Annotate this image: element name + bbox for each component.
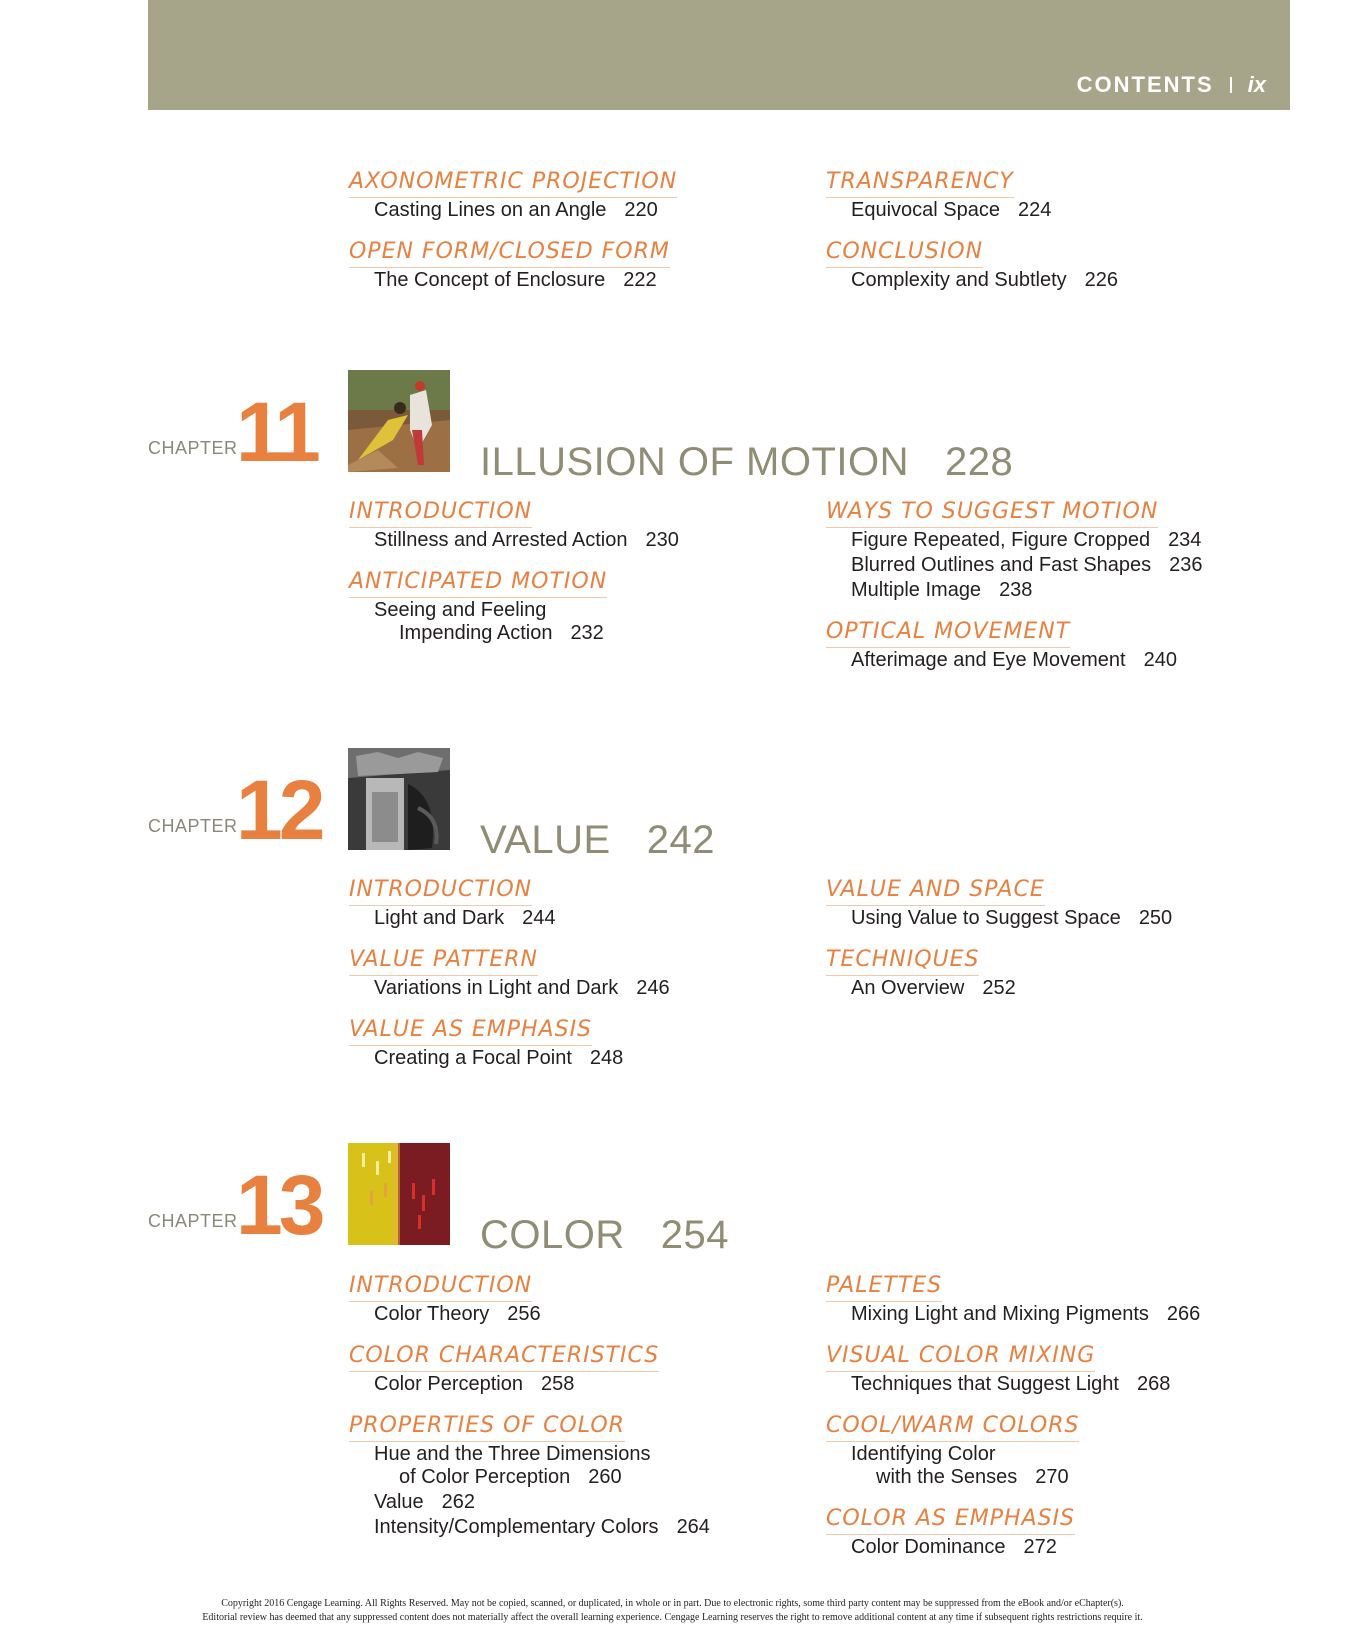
- toc-heading[interactable]: INTRODUCTION: [349, 1272, 532, 1302]
- toc-entry[interactable]: Impending Action 232: [399, 622, 604, 644]
- toc-heading[interactable]: COLOR AS EMPHASIS: [826, 1505, 1075, 1535]
- toc-group: [349, 868, 789, 931]
- chapter-11-header[interactable]: [0, 370, 1345, 484]
- color-study-image: [348, 1143, 450, 1245]
- chapter-label: CHAPTER: [148, 1211, 238, 1231]
- toc-entry[interactable]: Color Theory 256: [374, 1303, 541, 1325]
- chapter-number: 13: [236, 1158, 322, 1252]
- stone-carving-image: [348, 748, 450, 850]
- toc-heading[interactable]: OPTICAL MOVEMENT: [826, 618, 1070, 648]
- toc-column-right: [826, 490, 1266, 673]
- baseball-slide-image: [348, 370, 450, 472]
- toc-heading[interactable]: COLOR CHARACTERISTICS: [349, 1342, 659, 1372]
- toc-entry[interactable]: Variations in Light and Dark 246: [374, 977, 670, 999]
- toc-group: [349, 490, 789, 553]
- copyright-line: Editorial review has deemed that any suppressed content does not materially affect the overall learning experience. Cengage Learning reserves the right to remove additional content at any time if subsequent rights restrictions require it.: [202, 1612, 1143, 1623]
- toc-group: [349, 230, 789, 293]
- toc-column-left: [349, 490, 789, 646]
- toc-group: [826, 1264, 1266, 1327]
- copyright-line: Copyright 2016 Cengage Learning. All Rights Reserved. May not be copied, scanned, or duplicated, in whole or in part. Due to electronic rights, some third party content may be suppressed from the eBook and/or eChapter(s).: [221, 1598, 1124, 1609]
- toc-heading[interactable]: INTRODUCTION: [349, 498, 532, 528]
- toc-entry[interactable]: Value 262: [374, 1491, 476, 1513]
- toc-column-left: [349, 868, 789, 1071]
- toc-entry[interactable]: with the Senses 270: [876, 1466, 1069, 1488]
- toc-group: [349, 1334, 789, 1397]
- toc-entry[interactable]: Intensity/Complementary Colors 264: [374, 1516, 710, 1538]
- chapter-13-thumbnail: [348, 1143, 450, 1245]
- toc-entry[interactable]: The Concept of Enclosure 222: [374, 269, 657, 291]
- toc-heading[interactable]: INTRODUCTION: [349, 876, 532, 906]
- toc-column-right: [826, 1264, 1266, 1560]
- toc-entry[interactable]: Figure Repeated, Figure Cropped 234: [851, 529, 1202, 551]
- toc-entry[interactable]: of Color Perception 260: [399, 1466, 622, 1488]
- toc-heading[interactable]: VALUE AS EMPHASIS: [349, 1016, 592, 1046]
- toc-group: [826, 868, 1266, 931]
- toc-entry[interactable]: Seeing and Feeling: [374, 599, 547, 621]
- toc-group: [349, 160, 789, 223]
- toc-column-right: [826, 160, 1266, 293]
- toc-entry[interactable]: Identifying Color: [851, 1443, 996, 1465]
- header-divider: [1230, 77, 1232, 93]
- toc-group: [826, 938, 1266, 1001]
- toc-entry[interactable]: Color Dominance 272: [851, 1536, 1057, 1558]
- toc-group: [349, 560, 789, 646]
- toc-group: [826, 1497, 1266, 1560]
- chapter-12-thumbnail: [348, 748, 450, 850]
- chapter-11-thumbnail: [348, 370, 450, 472]
- chapter-title: ILLUSION OF MOTION 228: [480, 440, 1014, 484]
- toc-entry[interactable]: Complexity and Subtlety 226: [851, 269, 1119, 291]
- toc-entry[interactable]: Mixing Light and Mixing Pigments 266: [851, 1303, 1201, 1325]
- toc-entry[interactable]: Hue and the Three Dimensions: [374, 1443, 651, 1465]
- toc-heading[interactable]: TRANSPARENCY: [826, 168, 1014, 198]
- toc-column-right: [826, 868, 1266, 1001]
- toc-entry[interactable]: Light and Dark 244: [374, 907, 556, 929]
- toc-entry[interactable]: Equivocal Space 224: [851, 199, 1052, 221]
- toc-heading[interactable]: PALETTES: [826, 1272, 942, 1302]
- contents-header-bar: [148, 0, 1290, 110]
- chapter-label: CHAPTER: [148, 438, 238, 458]
- toc-entry[interactable]: Casting Lines on an Angle 220: [374, 199, 658, 221]
- toc-group: [826, 1404, 1266, 1490]
- toc-heading[interactable]: VALUE AND SPACE: [826, 876, 1045, 906]
- toc-entry[interactable]: Using Value to Suggest Space 250: [851, 907, 1173, 929]
- toc-group: [349, 938, 789, 1001]
- toc-column-left: [349, 1264, 789, 1540]
- chapter-number: 12: [236, 763, 322, 857]
- toc-group: [826, 490, 1266, 603]
- toc-heading[interactable]: AXONOMETRIC PROJECTION: [349, 168, 677, 198]
- toc-entry[interactable]: Creating a Focal Point 248: [374, 1047, 624, 1069]
- toc-group: [349, 1404, 789, 1540]
- page-number: ix: [1247, 72, 1266, 97]
- toc-heading[interactable]: VISUAL COLOR MIXING: [826, 1342, 1095, 1372]
- toc-heading[interactable]: CONCLUSION: [826, 238, 983, 268]
- toc-entry[interactable]: Afterimage and Eye Movement 240: [851, 649, 1177, 671]
- toc-heading[interactable]: ANTICIPATED MOTION: [349, 568, 607, 598]
- chapter-13-header[interactable]: [0, 1143, 1345, 1257]
- chapter-title: COLOR 254: [480, 1213, 729, 1257]
- toc-group: [349, 1008, 789, 1071]
- chapter-number: 11: [236, 385, 317, 479]
- section-title: CONTENTS: [1076, 72, 1214, 97]
- toc-entry[interactable]: Blurred Outlines and Fast Shapes 236: [851, 554, 1203, 576]
- toc-heading[interactable]: WAYS TO SUGGEST MOTION: [826, 498, 1158, 528]
- chapter-title: VALUE 242: [480, 818, 715, 862]
- toc-entry[interactable]: An Overview 252: [851, 977, 1016, 999]
- toc-heading[interactable]: OPEN FORM/CLOSED FORM: [349, 238, 670, 268]
- toc-column-left: [349, 160, 789, 293]
- toc-entry[interactable]: Color Perception 258: [374, 1373, 575, 1395]
- toc-entry[interactable]: Techniques that Suggest Light 268: [851, 1373, 1171, 1395]
- toc-heading[interactable]: VALUE PATTERN: [349, 946, 538, 976]
- toc-entry[interactable]: Stillness and Arrested Action 230: [374, 529, 679, 551]
- toc-heading[interactable]: PROPERTIES OF COLOR: [349, 1412, 625, 1442]
- toc-group: [826, 230, 1266, 293]
- toc-entry[interactable]: Multiple Image 238: [851, 579, 1033, 601]
- toc-heading[interactable]: TECHNIQUES: [826, 946, 979, 976]
- toc-group: [349, 1264, 789, 1327]
- chapter-label: CHAPTER: [148, 816, 238, 836]
- chapter-12-header[interactable]: [0, 748, 1345, 862]
- toc-group: [826, 160, 1266, 223]
- toc-heading[interactable]: COOL/WARM COLORS: [826, 1412, 1079, 1442]
- toc-group: [826, 610, 1266, 673]
- copyright-footer: [0, 1597, 1345, 1625]
- header-label: [1077, 72, 1266, 98]
- toc-group: [826, 1334, 1266, 1397]
